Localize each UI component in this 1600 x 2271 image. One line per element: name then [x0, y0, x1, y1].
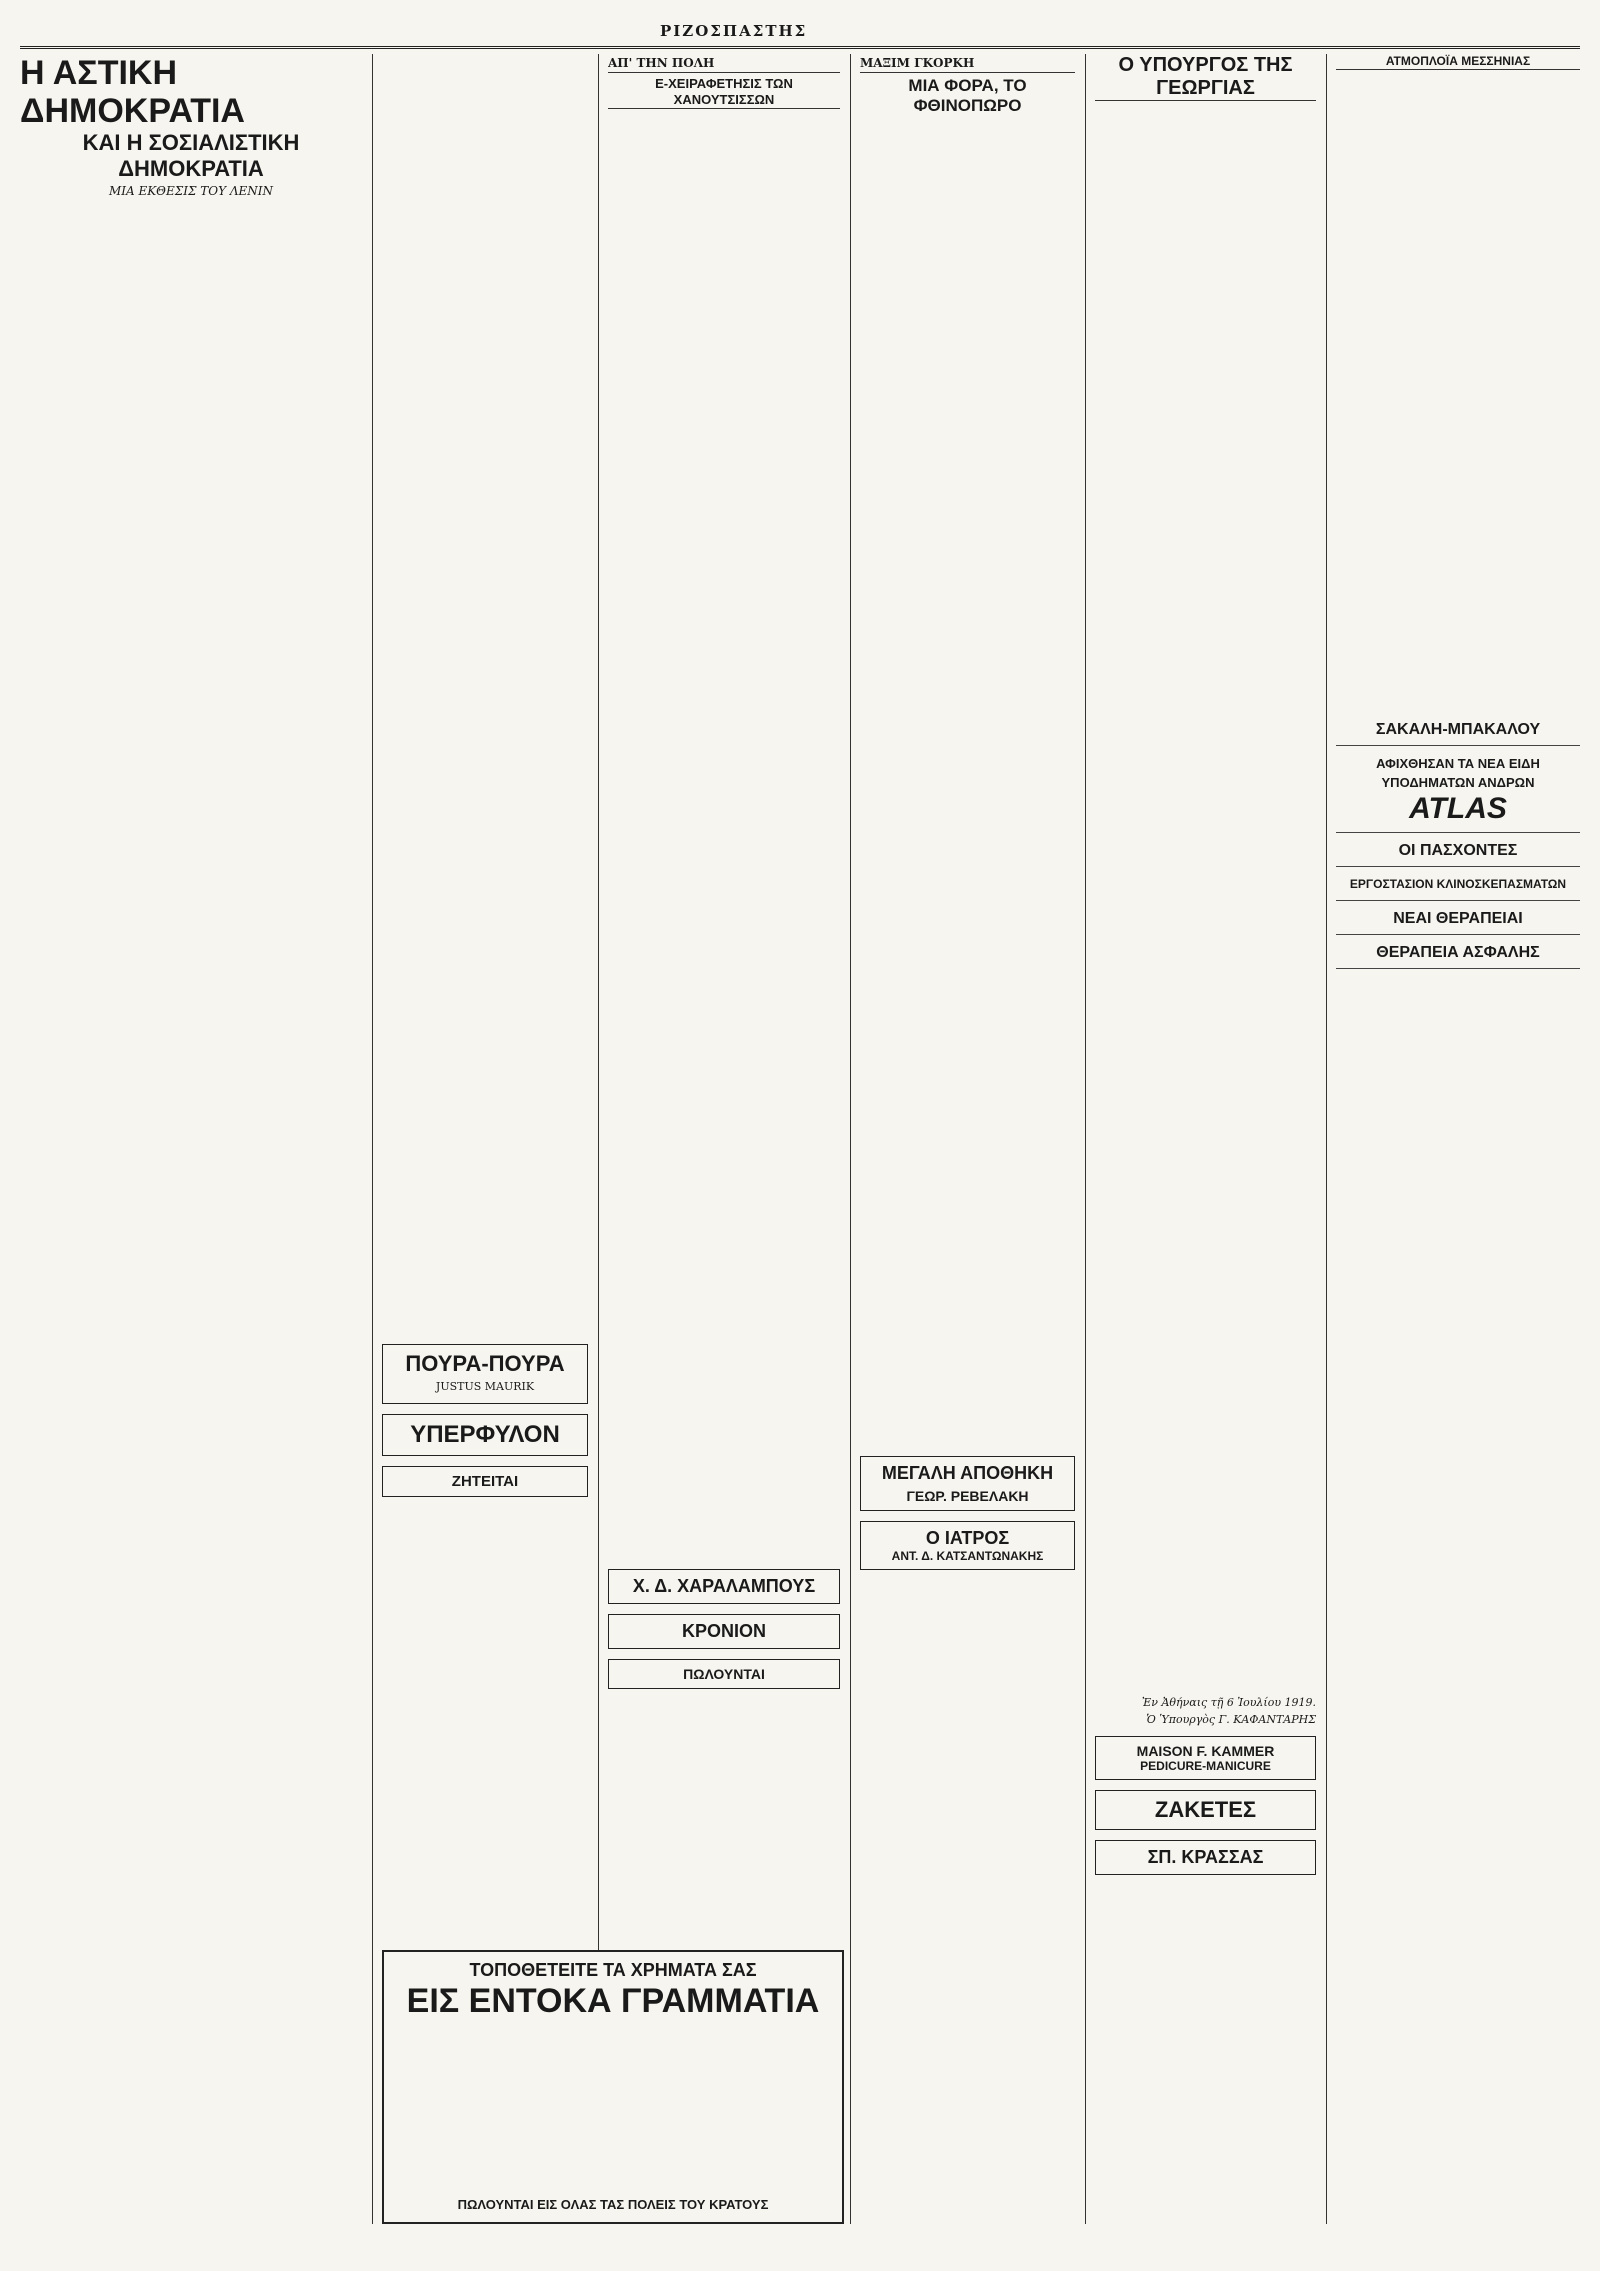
- ad-klinoskepasmata: [1336, 875, 1580, 901]
- ad-kammer-title: MAISON F. KAMMER: [1136, 1743, 1275, 1759]
- ad-yperfylon: [382, 1414, 588, 1456]
- minister-sign: Ὁ Ὑπουργὸς Γ. ΚΑΦΑΝΤΑΡΗΣ: [1146, 1713, 1316, 1726]
- minister-title: Ο ΥΠΟΥΡΓΟΣ ΤΗΣ ΓΕΩΡΓΙΑΣ: [1095, 54, 1316, 101]
- shipping-title: ΑΤΜΟΠΛΟΪΑ ΜΕΣΣΗΝΙΑΣ: [1336, 54, 1580, 70]
- ad-krassas-title: ΣΠ. ΚΡΑΣΣΑΣ: [1147, 1847, 1264, 1867]
- city-kicker: ΑΠ' ΤΗΝ ΠΟΛΗ: [608, 56, 840, 73]
- ad-entoka-line1: ΤΟΠΟΘΕΤΕΙΤΕ ΤΑ ΧΡΗΜΑΤΑ ΣΑΣ: [469, 1960, 757, 1980]
- city-title: Ε-ΧΕΙΡΑΦΕΤΗΣΙΣ ΤΩΝ ΧΑΝΟΥΤΣΙΣΣΩΝ: [608, 76, 840, 109]
- column-rule: [598, 54, 599, 2224]
- ad-kronion-title: ΚΡΟΝΙΟΝ: [681, 1621, 766, 1641]
- ad-poura-title: ΠΟΥΡΑ-ΠΟΥΡΑ: [405, 1351, 565, 1376]
- column-rule: [1085, 54, 1086, 2224]
- ad-kronion: [608, 1614, 840, 1649]
- ad-atlas-brand: ATLAS: [1409, 792, 1507, 825]
- column-5: [1095, 54, 1316, 2224]
- ad-neai-therapeiai: [1336, 909, 1580, 935]
- ad-atlas-title: ΑΦΙΧΘΗΣΑΝ ΤΑ ΝΕΑ ΕΙΔΗ ΥΠΟΔΗΜΑΤΩΝ ΑΝΔΡΩΝ: [1376, 756, 1540, 790]
- ad-kammer-sub: PEDICURE-MANICURE: [1140, 1759, 1271, 1773]
- ad-apothiki-sub: ΓΕΩΡ. ΡΕΒΕΛΑΚΗ: [906, 1488, 1029, 1504]
- column-3: [608, 54, 840, 2224]
- ad-apothiki-title: ΜΕΓΑΛΗ ΑΠΟΘΗΚΗ: [881, 1463, 1054, 1483]
- ad-iatros-sub: ΑΝΤ. Δ. ΚΑΤΣΑΝΤΩΝΑΚΗΣ: [891, 1549, 1044, 1563]
- masthead-bar: [20, 20, 1580, 49]
- masthead: ΡΙΖΟΣΠΑΣΤΗΣ: [660, 22, 808, 40]
- column-6: [1336, 54, 1580, 2224]
- ad-neai-therapeiai-title: ΝΕΑΙ ΘΕΡΑΠΕΙΑΙ: [1393, 910, 1523, 927]
- minister-date: Ἐν Ἀθήναις τῇ 6 Ἰουλίου 1919.: [1141, 1696, 1316, 1709]
- ad-paschontes-title: ΟΙ ΠΑΣΧΟΝΤΕΣ: [1398, 842, 1518, 859]
- ad-zaketes-title: ΖΑΚΕΤΕΣ: [1154, 1797, 1257, 1822]
- gorky-kicker: ΜΑΞΙΜ ΓΚΟΡΚΗ: [860, 56, 1075, 73]
- ad-iatros: [860, 1521, 1075, 1570]
- column-rule: [850, 54, 851, 2224]
- column-rule: [1326, 54, 1327, 2224]
- gorky-title: ΜΙΑ ΦΟΡΑ, ΤΟ ΦΘΙΝΟΠΩΡΟ: [908, 76, 1027, 115]
- ad-poura-text: JUSTUS MAURIK: [435, 1380, 535, 1393]
- ad-iatros-title: Ο ΙΑΤΡΟΣ: [925, 1528, 1010, 1548]
- ad-klinoskepasmata-title: ΕΡΓΟΣΤΑΣΙΟΝ ΚΛΙΝΟΣΚΕΠΑΣΜΑΤΩΝ: [1349, 877, 1567, 891]
- lenin-subtitle: ΚΑΙ Η ΣΟΣΙΑΛΙΣΤΙΚΗ ΔΗΜΟΚΡΑΤΙΑ: [82, 130, 300, 181]
- lenin-byline: ΜΙΑ ΕΚΘΕΣΙΣ ΤΟΥ ΛΕΝΙΝ: [108, 184, 274, 198]
- ad-therapeia-asfalis-title: ΘΕΡΑΠΕΙΑ ΑΣΦΑΛΗΣ: [1376, 944, 1540, 961]
- newspaper-page: [20, 20, 1580, 2231]
- ad-krassas: [1095, 1840, 1316, 1875]
- ad-zeteitai-title: ΖΗΤΕΙΤΑΙ: [451, 1473, 519, 1490]
- column-4: [860, 54, 1075, 2224]
- column-2: [382, 54, 588, 2224]
- ad-entoka-grammatia: [382, 1950, 844, 2224]
- ad-paschontes: [1336, 841, 1580, 867]
- ad-kammer: [1095, 1736, 1316, 1780]
- ad-atlas: [1336, 754, 1580, 833]
- ad-charalampous: [608, 1569, 840, 1604]
- column-rule: [372, 54, 373, 2224]
- ad-sakali-title: ΣΑΚΑΛΗ-ΜΠΑΚΑΛΟΥ: [1375, 721, 1541, 738]
- lenin-title: Η ΑΣΤΙΚΗ ΔΗΜΟΚΡΑΤΙΑ: [20, 54, 245, 130]
- ad-poura: [382, 1344, 588, 1404]
- ad-polountai-title: ΠΩΛΟΥΝΤΑΙ: [683, 1666, 765, 1682]
- ad-entoka-line2: ΕΙΣ ΕΝΤΟΚΑ ΓΡΑΜΜΑΤΙΑ: [406, 1982, 820, 2020]
- ad-zaketes: [1095, 1790, 1316, 1830]
- ad-sakali: [1336, 720, 1580, 746]
- ad-zeteitai: [382, 1466, 588, 1497]
- ad-apothiki: [860, 1456, 1075, 1511]
- ad-charalampous-title: Χ. Δ. ΧΑΡΑΛΑΜΠΟΥΣ: [632, 1576, 816, 1596]
- ad-therapeia-asfalis: [1336, 943, 1580, 969]
- ad-entoka-line3: ΠΩΛΟΥΝΤΑΙ ΕΙΣ ΟΛΑΣ ΤΑΣ ΠΟΛΕΙΣ ΤΟΥ ΚΡΑΤΟΥΣ: [457, 2197, 769, 2212]
- ad-polountai: [608, 1659, 840, 1689]
- column-lenin: [20, 54, 362, 2224]
- ad-yperfylon-title: ΥΠΕΡΦΥΛΟΝ: [410, 1421, 560, 1448]
